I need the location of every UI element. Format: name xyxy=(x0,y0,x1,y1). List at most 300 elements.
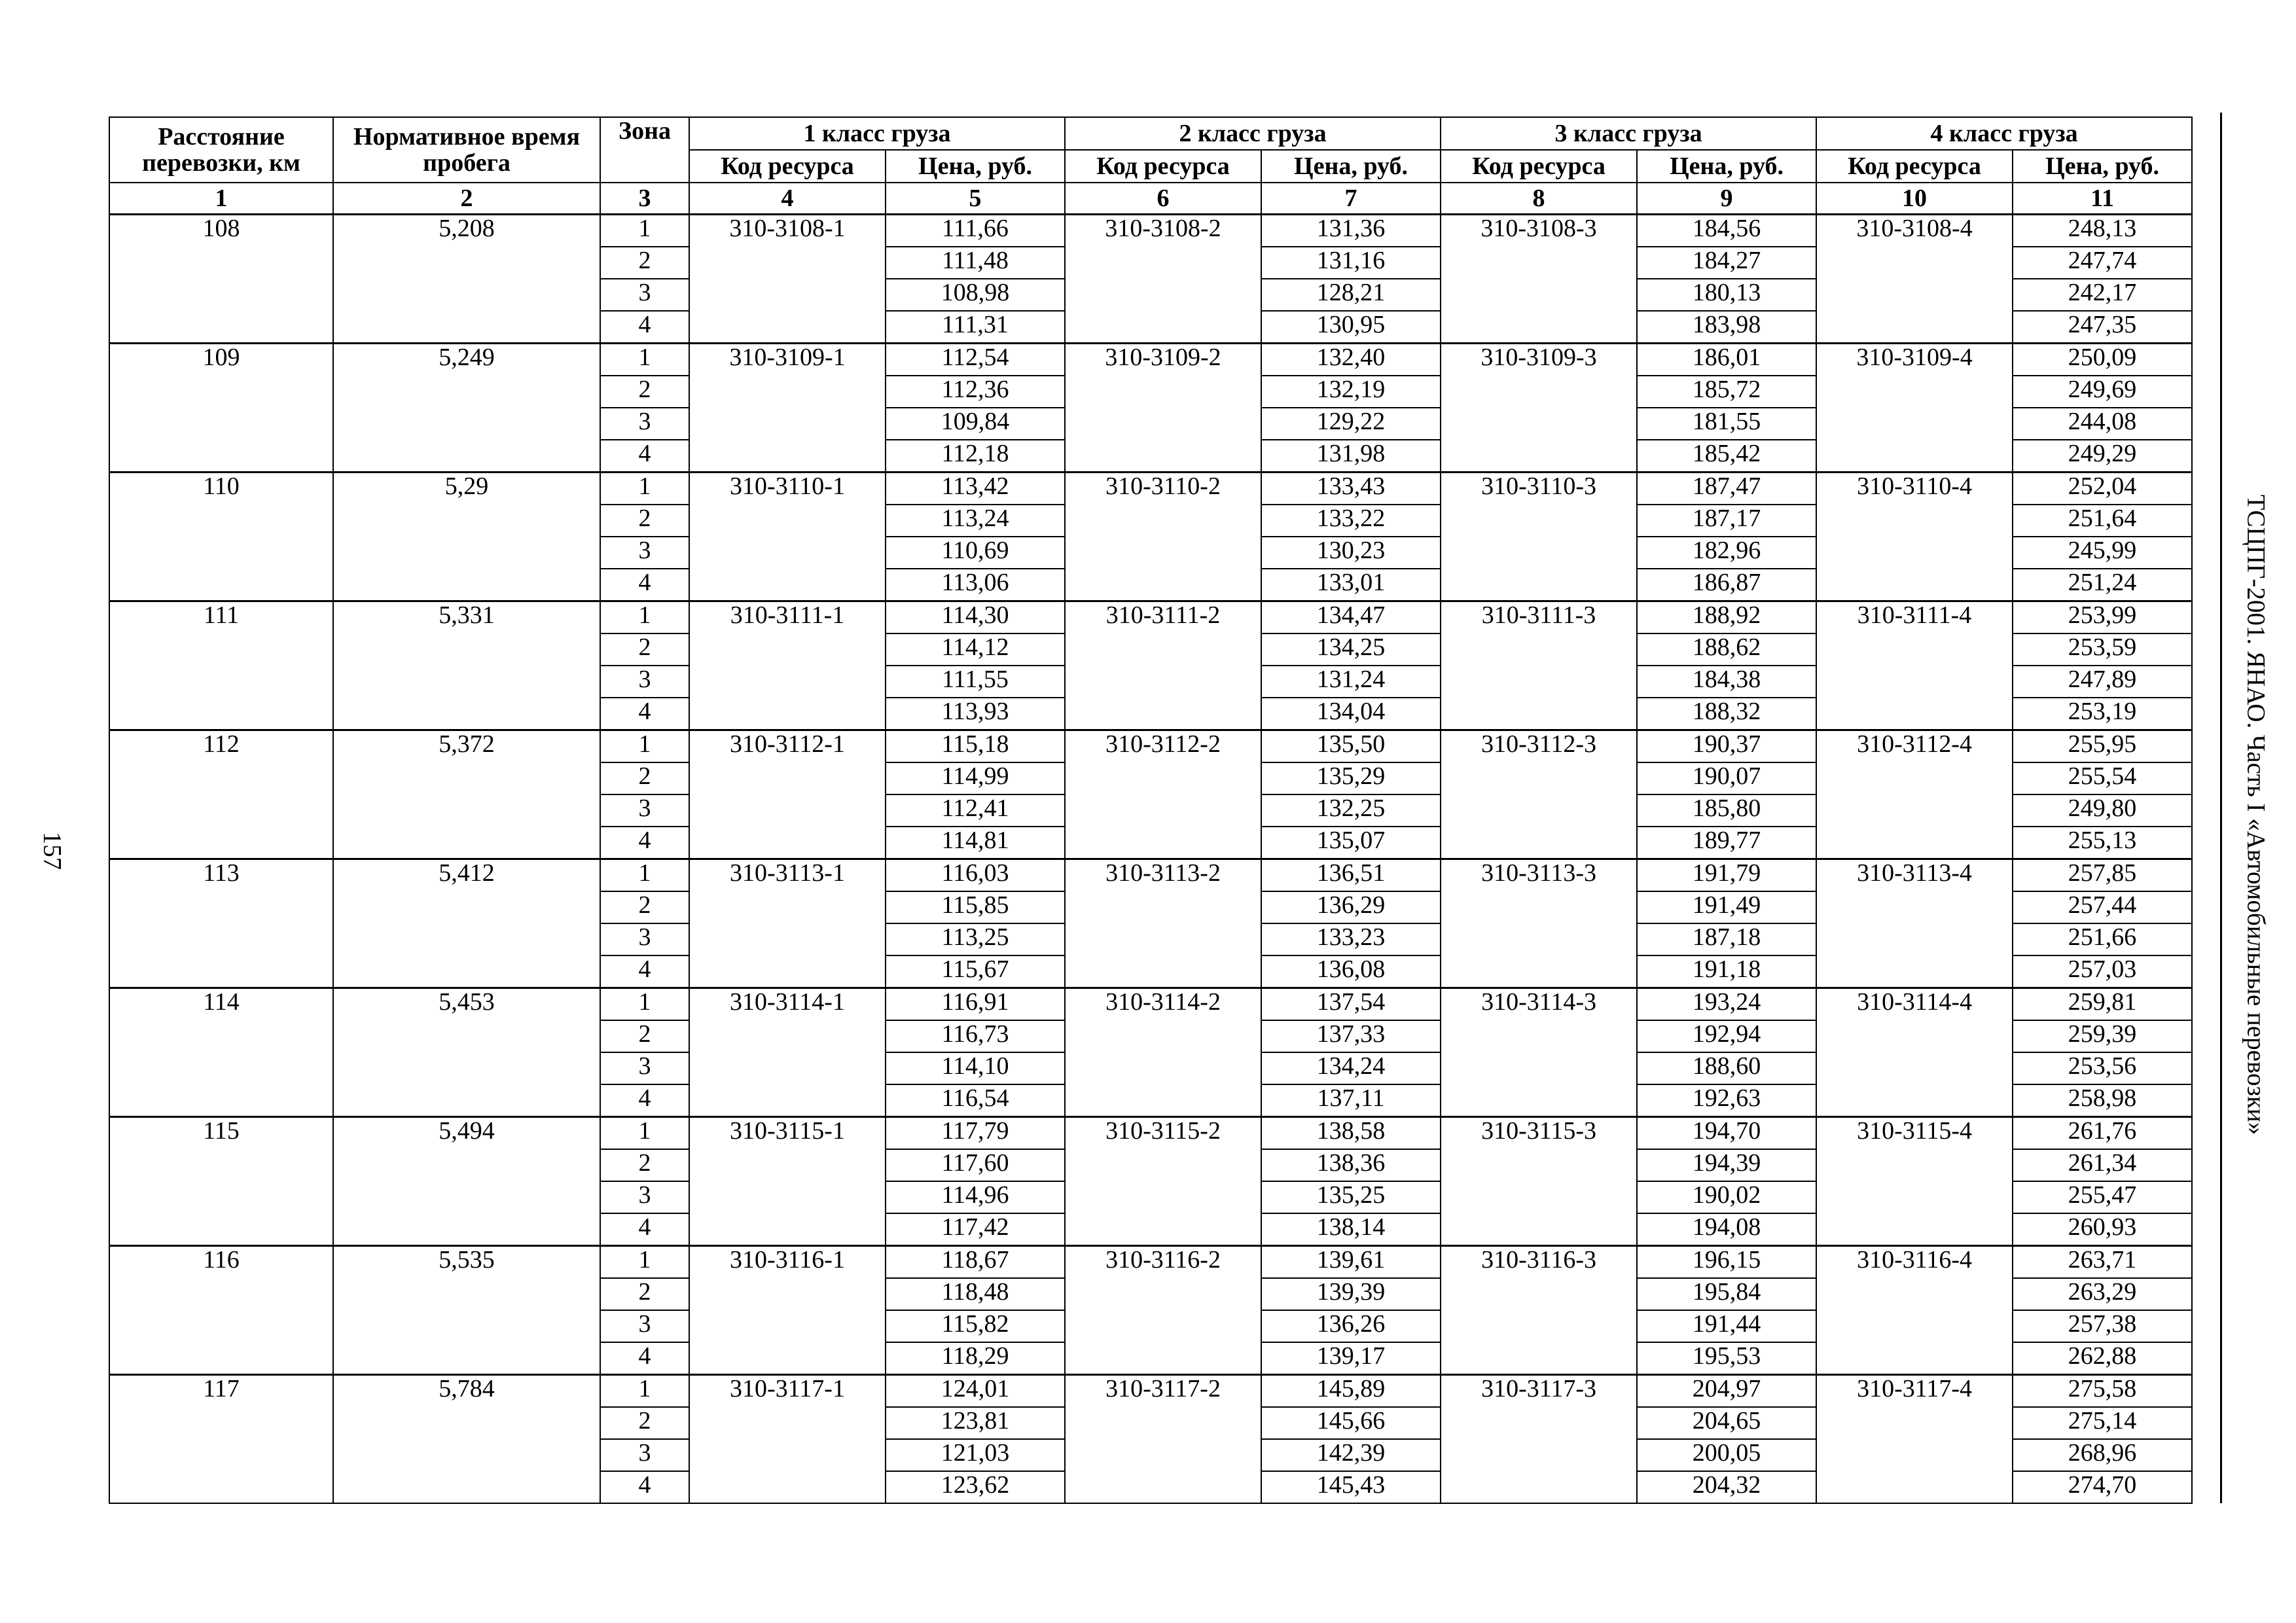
price-cell: 184,38 xyxy=(1637,666,1816,698)
zone-cell: 2 xyxy=(600,247,689,279)
resource-code-cell: 310-3112-4 xyxy=(1816,730,2013,859)
price-cell: 194,70 xyxy=(1637,1117,1816,1150)
price-table xyxy=(109,116,2193,1504)
price-cell: 190,37 xyxy=(1637,730,1816,763)
norm-time-cell: 5,372 xyxy=(333,730,600,859)
zone-cell: 3 xyxy=(600,1310,689,1342)
table-row xyxy=(109,1246,2192,1279)
zone-cell: 4 xyxy=(600,311,689,344)
price-cell: 128,21 xyxy=(1261,279,1441,311)
zone-cell: 1 xyxy=(600,1117,689,1150)
table-row xyxy=(109,1375,2192,1408)
resource-code-cell: 310-3113-3 xyxy=(1441,859,1637,988)
price-cell: 132,25 xyxy=(1261,794,1441,827)
price-cell: 132,40 xyxy=(1261,344,1441,376)
resource-code-cell: 310-3117-2 xyxy=(1065,1375,1261,1504)
zone-cell: 3 xyxy=(600,1439,689,1471)
resource-code-cell: 310-3110-3 xyxy=(1441,473,1637,601)
table-row xyxy=(109,1117,2192,1150)
header-code-class-3: Код ресурса xyxy=(1441,150,1637,183)
resource-code-cell: 310-3117-4 xyxy=(1816,1375,2013,1504)
price-cell: 112,41 xyxy=(886,794,1065,827)
price-cell: 194,39 xyxy=(1637,1149,1816,1181)
price-cell: 123,81 xyxy=(886,1407,1065,1439)
table-row xyxy=(109,473,2192,505)
price-cell: 247,89 xyxy=(2013,666,2192,698)
distance-cell: 115 xyxy=(109,1117,333,1246)
table-body xyxy=(109,215,2192,1504)
price-cell: 247,35 xyxy=(2013,311,2192,344)
price-cell: 145,66 xyxy=(1261,1407,1441,1439)
price-cell: 255,54 xyxy=(2013,762,2192,794)
price-cell: 113,93 xyxy=(886,698,1065,730)
zone-cell: 4 xyxy=(600,440,689,473)
price-cell: 121,03 xyxy=(886,1439,1065,1471)
norm-time-cell: 5,784 xyxy=(333,1375,600,1504)
price-cell: 188,60 xyxy=(1637,1052,1816,1084)
price-cell: 133,23 xyxy=(1261,923,1441,955)
price-cell: 193,24 xyxy=(1637,988,1816,1021)
resource-code-cell: 310-3108-4 xyxy=(1816,215,2013,344)
resource-code-cell: 310-3113-1 xyxy=(689,859,886,988)
price-cell: 124,01 xyxy=(886,1375,1065,1408)
resource-code-cell: 310-3115-3 xyxy=(1441,1117,1637,1246)
price-cell: 135,50 xyxy=(1261,730,1441,763)
price-cell: 183,98 xyxy=(1637,311,1816,344)
norm-time-cell: 5,535 xyxy=(333,1246,600,1375)
price-cell: 257,03 xyxy=(2013,955,2192,988)
zone-cell: 4 xyxy=(600,1084,689,1117)
zone-cell: 2 xyxy=(600,1407,689,1439)
zone-cell: 1 xyxy=(600,473,689,505)
price-cell: 114,81 xyxy=(886,827,1065,859)
price-cell: 117,79 xyxy=(886,1117,1065,1150)
price-cell: 134,47 xyxy=(1261,601,1441,634)
price-cell: 116,73 xyxy=(886,1020,1065,1052)
column-number: 9 xyxy=(1637,183,1816,215)
price-cell: 113,25 xyxy=(886,923,1065,955)
price-cell: 190,02 xyxy=(1637,1181,1816,1213)
price-cell: 131,36 xyxy=(1261,215,1441,247)
column-number: 3 xyxy=(600,183,689,215)
resource-code-cell: 310-3111-1 xyxy=(689,601,886,730)
price-cell: 117,60 xyxy=(886,1149,1065,1181)
resource-code-cell: 310-3116-4 xyxy=(1816,1246,2013,1375)
price-cell: 274,70 xyxy=(2013,1471,2192,1503)
price-cell: 137,33 xyxy=(1261,1020,1441,1052)
zone-cell: 4 xyxy=(600,698,689,730)
resource-code-cell: 310-3115-2 xyxy=(1065,1117,1261,1246)
price-cell: 257,85 xyxy=(2013,859,2192,892)
price-cell: 136,08 xyxy=(1261,955,1441,988)
page-title: ТСЦПГ-2001. ЯНАО. Часть I «Автомобильные перевозки» xyxy=(2242,494,2270,1135)
price-cell: 200,05 xyxy=(1637,1439,1816,1471)
zone-cell: 1 xyxy=(600,988,689,1021)
zone-cell: 2 xyxy=(600,633,689,666)
page-number: 157 xyxy=(38,831,67,870)
header-class-2: 2 класс груза xyxy=(1065,117,1441,150)
price-cell: 117,42 xyxy=(886,1213,1065,1246)
price-cell: 123,62 xyxy=(886,1471,1065,1503)
price-cell: 118,67 xyxy=(886,1246,1065,1279)
price-cell: 249,69 xyxy=(2013,376,2192,408)
price-cell: 108,98 xyxy=(886,279,1065,311)
price-cell: 114,10 xyxy=(886,1052,1065,1084)
price-cell: 187,18 xyxy=(1637,923,1816,955)
price-cell: 191,79 xyxy=(1637,859,1816,892)
price-cell: 135,29 xyxy=(1261,762,1441,794)
price-cell: 195,53 xyxy=(1637,1342,1816,1375)
column-number: 7 xyxy=(1261,183,1441,215)
price-cell: 257,38 xyxy=(2013,1310,2192,1342)
price-cell: 130,95 xyxy=(1261,311,1441,344)
price-cell: 260,93 xyxy=(2013,1213,2192,1246)
price-cell: 145,43 xyxy=(1261,1471,1441,1503)
price-cell: 139,17 xyxy=(1261,1342,1441,1375)
norm-time-cell: 5,412 xyxy=(333,859,600,988)
price-cell: 137,11 xyxy=(1261,1084,1441,1117)
norm-time-cell: 5,29 xyxy=(333,473,600,601)
price-cell: 251,66 xyxy=(2013,923,2192,955)
price-cell: 109,84 xyxy=(886,408,1065,440)
distance-cell: 108 xyxy=(109,215,333,344)
price-cell: 263,29 xyxy=(2013,1278,2192,1310)
price-cell: 134,25 xyxy=(1261,633,1441,666)
table-row xyxy=(109,215,2192,247)
resource-code-cell: 310-3109-2 xyxy=(1065,344,1261,473)
distance-cell: 109 xyxy=(109,344,333,473)
header-code-class-2: Код ресурса xyxy=(1065,150,1261,183)
price-cell: 115,67 xyxy=(886,955,1065,988)
price-cell: 248,13 xyxy=(2013,215,2192,247)
price-cell: 253,59 xyxy=(2013,633,2192,666)
price-cell: 111,66 xyxy=(886,215,1065,247)
norm-time-cell: 5,453 xyxy=(333,988,600,1117)
zone-cell: 4 xyxy=(600,955,689,988)
zone-cell: 1 xyxy=(600,215,689,247)
price-cell: 133,22 xyxy=(1261,505,1441,537)
resource-code-cell: 310-3111-2 xyxy=(1065,601,1261,730)
zone-cell: 1 xyxy=(600,859,689,892)
resource-code-cell: 310-3108-1 xyxy=(689,215,886,344)
zone-cell: 1 xyxy=(600,344,689,376)
price-cell: 113,24 xyxy=(886,505,1065,537)
zone-cell: 2 xyxy=(600,505,689,537)
price-cell: 138,14 xyxy=(1261,1213,1441,1246)
price-cell: 116,54 xyxy=(886,1084,1065,1117)
price-cell: 262,88 xyxy=(2013,1342,2192,1375)
zone-cell: 1 xyxy=(600,1375,689,1408)
price-cell: 192,94 xyxy=(1637,1020,1816,1052)
price-cell: 116,91 xyxy=(886,988,1065,1021)
zone-cell: 2 xyxy=(600,1149,689,1181)
zone-cell: 3 xyxy=(600,279,689,311)
header-price-class-1: Цена, руб. xyxy=(886,150,1065,183)
price-cell: 131,24 xyxy=(1261,666,1441,698)
price-cell: 253,19 xyxy=(2013,698,2192,730)
header-class-4: 4 класс груза xyxy=(1816,117,2192,150)
price-cell: 250,09 xyxy=(2013,344,2192,376)
zone-cell: 1 xyxy=(600,730,689,763)
header-code-class-1: Код ресурса xyxy=(689,150,886,183)
price-cell: 242,17 xyxy=(2013,279,2192,311)
norm-time-cell: 5,331 xyxy=(333,601,600,730)
price-cell: 181,55 xyxy=(1637,408,1816,440)
price-cell: 111,55 xyxy=(886,666,1065,698)
price-cell: 255,95 xyxy=(2013,730,2192,763)
price-cell: 249,80 xyxy=(2013,794,2192,827)
resource-code-cell: 310-3108-2 xyxy=(1065,215,1261,344)
price-cell: 251,24 xyxy=(2013,569,2192,601)
price-cell: 251,64 xyxy=(2013,505,2192,537)
zone-cell: 2 xyxy=(600,891,689,923)
zone-cell: 3 xyxy=(600,666,689,698)
price-cell: 135,07 xyxy=(1261,827,1441,859)
price-cell: 137,54 xyxy=(1261,988,1441,1021)
price-cell: 244,08 xyxy=(2013,408,2192,440)
norm-time-cell: 5,494 xyxy=(333,1117,600,1246)
price-cell: 139,39 xyxy=(1261,1278,1441,1310)
price-cell: 185,80 xyxy=(1637,794,1816,827)
price-cell: 245,99 xyxy=(2013,537,2192,569)
zone-cell: 4 xyxy=(600,1471,689,1503)
price-cell: 180,13 xyxy=(1637,279,1816,311)
price-cell: 195,84 xyxy=(1637,1278,1816,1310)
zone-cell: 2 xyxy=(600,1278,689,1310)
zone-cell: 3 xyxy=(600,537,689,569)
zone-cell: 2 xyxy=(600,1020,689,1052)
price-cell: 132,19 xyxy=(1261,376,1441,408)
price-cell: 114,30 xyxy=(886,601,1065,634)
resource-code-cell: 310-3114-4 xyxy=(1816,988,2013,1117)
table-row xyxy=(109,730,2192,763)
price-cell: 252,04 xyxy=(2013,473,2192,505)
header-norm-time: Нормативное время пробега xyxy=(333,117,600,183)
price-cell: 257,44 xyxy=(2013,891,2192,923)
header-class-1: 1 класс груза xyxy=(689,117,1065,150)
price-cell: 189,77 xyxy=(1637,827,1816,859)
price-cell: 133,43 xyxy=(1261,473,1441,505)
price-cell: 138,36 xyxy=(1261,1149,1441,1181)
resource-code-cell: 310-3114-1 xyxy=(689,988,886,1117)
price-cell: 182,96 xyxy=(1637,537,1816,569)
price-cell: 145,89 xyxy=(1261,1375,1441,1408)
resource-code-cell: 310-3110-4 xyxy=(1816,473,2013,601)
zone-cell: 3 xyxy=(600,408,689,440)
price-cell: 130,23 xyxy=(1261,537,1441,569)
price-cell: 259,81 xyxy=(2013,988,2192,1021)
price-cell: 111,48 xyxy=(886,247,1065,279)
resource-code-cell: 310-3113-2 xyxy=(1065,859,1261,988)
price-cell: 139,61 xyxy=(1261,1246,1441,1279)
resource-code-cell: 310-3109-4 xyxy=(1816,344,2013,473)
price-cell: 131,16 xyxy=(1261,247,1441,279)
price-cell: 204,65 xyxy=(1637,1407,1816,1439)
header-price-class-2: Цена, руб. xyxy=(1261,150,1441,183)
resource-code-cell: 310-3111-4 xyxy=(1816,601,2013,730)
resource-code-cell: 310-3110-2 xyxy=(1065,473,1261,601)
table-row xyxy=(109,601,2192,634)
price-cell: 111,31 xyxy=(886,311,1065,344)
price-cell: 118,48 xyxy=(886,1278,1065,1310)
price-cell: 135,25 xyxy=(1261,1181,1441,1213)
price-cell: 113,42 xyxy=(886,473,1065,505)
price-cell: 190,07 xyxy=(1637,762,1816,794)
price-cell: 136,26 xyxy=(1261,1310,1441,1342)
zone-cell: 4 xyxy=(600,569,689,601)
price-cell: 185,42 xyxy=(1637,440,1816,473)
zone-cell: 4 xyxy=(600,827,689,859)
price-cell: 258,98 xyxy=(2013,1084,2192,1117)
zone-cell: 1 xyxy=(600,601,689,634)
price-cell: 196,15 xyxy=(1637,1246,1816,1279)
zone-cell: 4 xyxy=(600,1342,689,1375)
distance-cell: 111 xyxy=(109,601,333,730)
norm-time-cell: 5,249 xyxy=(333,344,600,473)
price-cell: 186,87 xyxy=(1637,569,1816,601)
price-cell: 204,32 xyxy=(1637,1471,1816,1503)
price-cell: 263,71 xyxy=(2013,1246,2192,1279)
header-zone: Зона xyxy=(600,117,689,183)
margin-rule xyxy=(2220,113,2222,1503)
resource-code-cell: 310-3114-3 xyxy=(1441,988,1637,1117)
resource-code-cell: 310-3114-2 xyxy=(1065,988,1261,1117)
price-cell: 191,49 xyxy=(1637,891,1816,923)
price-cell: 192,63 xyxy=(1637,1084,1816,1117)
price-cell: 188,32 xyxy=(1637,698,1816,730)
column-number: 11 xyxy=(2013,183,2192,215)
resource-code-cell: 310-3116-1 xyxy=(689,1246,886,1375)
distance-cell: 116 xyxy=(109,1246,333,1375)
price-cell: 115,18 xyxy=(886,730,1065,763)
price-cell: 112,18 xyxy=(886,440,1065,473)
header-price-class-3: Цена, руб. xyxy=(1637,150,1816,183)
price-cell: 112,54 xyxy=(886,344,1065,376)
price-cell: 261,76 xyxy=(2013,1117,2192,1150)
price-cell: 116,03 xyxy=(886,859,1065,892)
table-row xyxy=(109,859,2192,892)
resource-code-cell: 310-3112-1 xyxy=(689,730,886,859)
distance-cell: 112 xyxy=(109,730,333,859)
header-code-class-4: Код ресурса xyxy=(1816,150,2013,183)
price-cell: 114,12 xyxy=(886,633,1065,666)
price-cell: 134,04 xyxy=(1261,698,1441,730)
resource-code-cell: 310-3113-4 xyxy=(1816,859,2013,988)
table-row xyxy=(109,344,2192,376)
distance-cell: 114 xyxy=(109,988,333,1117)
price-cell: 186,01 xyxy=(1637,344,1816,376)
distance-cell: 113 xyxy=(109,859,333,988)
price-cell: 253,56 xyxy=(2013,1052,2192,1084)
price-cell: 249,29 xyxy=(2013,440,2192,473)
price-cell: 185,72 xyxy=(1637,376,1816,408)
zone-cell: 3 xyxy=(600,794,689,827)
price-cell: 259,39 xyxy=(2013,1020,2192,1052)
column-number: 2 xyxy=(333,183,600,215)
price-cell: 118,29 xyxy=(886,1342,1065,1375)
price-cell: 115,82 xyxy=(886,1310,1065,1342)
zone-cell: 2 xyxy=(600,762,689,794)
price-cell: 138,58 xyxy=(1261,1117,1441,1150)
price-cell: 247,74 xyxy=(2013,247,2192,279)
price-cell: 255,47 xyxy=(2013,1181,2192,1213)
price-cell: 194,08 xyxy=(1637,1213,1816,1246)
price-cell: 187,47 xyxy=(1637,473,1816,505)
resource-code-cell: 310-3117-1 xyxy=(689,1375,886,1504)
column-number: 5 xyxy=(886,183,1065,215)
price-cell: 253,99 xyxy=(2013,601,2192,634)
resource-code-cell: 310-3116-3 xyxy=(1441,1246,1637,1375)
column-number: 4 xyxy=(689,183,886,215)
table-header xyxy=(109,117,2192,215)
price-cell: 136,29 xyxy=(1261,891,1441,923)
distance-cell: 110 xyxy=(109,473,333,601)
price-cell: 136,51 xyxy=(1261,859,1441,892)
price-cell: 268,96 xyxy=(2013,1439,2192,1471)
price-cell: 133,01 xyxy=(1261,569,1441,601)
resource-code-cell: 310-3112-3 xyxy=(1441,730,1637,859)
price-cell: 113,06 xyxy=(886,569,1065,601)
price-cell: 131,98 xyxy=(1261,440,1441,473)
price-cell: 204,97 xyxy=(1637,1375,1816,1408)
zone-cell: 1 xyxy=(600,1246,689,1279)
resource-code-cell: 310-3110-1 xyxy=(689,473,886,601)
price-cell: 188,92 xyxy=(1637,601,1816,634)
column-number: 8 xyxy=(1441,183,1637,215)
distance-cell: 117 xyxy=(109,1375,333,1504)
price-cell: 115,85 xyxy=(886,891,1065,923)
price-cell: 114,99 xyxy=(886,762,1065,794)
resource-code-cell: 310-3109-3 xyxy=(1441,344,1637,473)
zone-cell: 3 xyxy=(600,1052,689,1084)
price-cell: 275,14 xyxy=(2013,1407,2192,1439)
zone-cell: 2 xyxy=(600,376,689,408)
resource-code-cell: 310-3116-2 xyxy=(1065,1246,1261,1375)
zone-cell: 3 xyxy=(600,1181,689,1213)
resource-code-cell: 310-3117-3 xyxy=(1441,1375,1637,1504)
header-distance: Расстояние перевозки, км xyxy=(109,117,333,183)
column-number: 1 xyxy=(109,183,333,215)
price-cell: 184,56 xyxy=(1637,215,1816,247)
price-cell: 142,39 xyxy=(1261,1439,1441,1471)
price-cell: 129,22 xyxy=(1261,408,1441,440)
price-cell: 114,96 xyxy=(886,1181,1065,1213)
price-cell: 191,18 xyxy=(1637,955,1816,988)
header-price-class-4: Цена, руб. xyxy=(2013,150,2192,183)
zone-cell: 4 xyxy=(600,1213,689,1246)
resource-code-cell: 310-3115-1 xyxy=(689,1117,886,1246)
table-row xyxy=(109,988,2192,1021)
resource-code-cell: 310-3111-3 xyxy=(1441,601,1637,730)
resource-code-cell: 310-3112-2 xyxy=(1065,730,1261,859)
column-number: 10 xyxy=(1816,183,2013,215)
price-cell: 188,62 xyxy=(1637,633,1816,666)
price-cell: 187,17 xyxy=(1637,505,1816,537)
column-numbers-row xyxy=(109,183,2192,215)
price-cell: 110,69 xyxy=(886,537,1065,569)
price-cell: 134,24 xyxy=(1261,1052,1441,1084)
resource-code-cell: 310-3115-4 xyxy=(1816,1117,2013,1246)
zone-cell: 3 xyxy=(600,923,689,955)
price-cell: 255,13 xyxy=(2013,827,2192,859)
price-cell: 261,34 xyxy=(2013,1149,2192,1181)
norm-time-cell: 5,208 xyxy=(333,215,600,344)
price-cell: 112,36 xyxy=(886,376,1065,408)
price-cell: 191,44 xyxy=(1637,1310,1816,1342)
header-class-3: 3 класс груза xyxy=(1441,117,1816,150)
resource-code-cell: 310-3108-3 xyxy=(1441,215,1637,344)
price-cell: 275,58 xyxy=(2013,1375,2192,1408)
